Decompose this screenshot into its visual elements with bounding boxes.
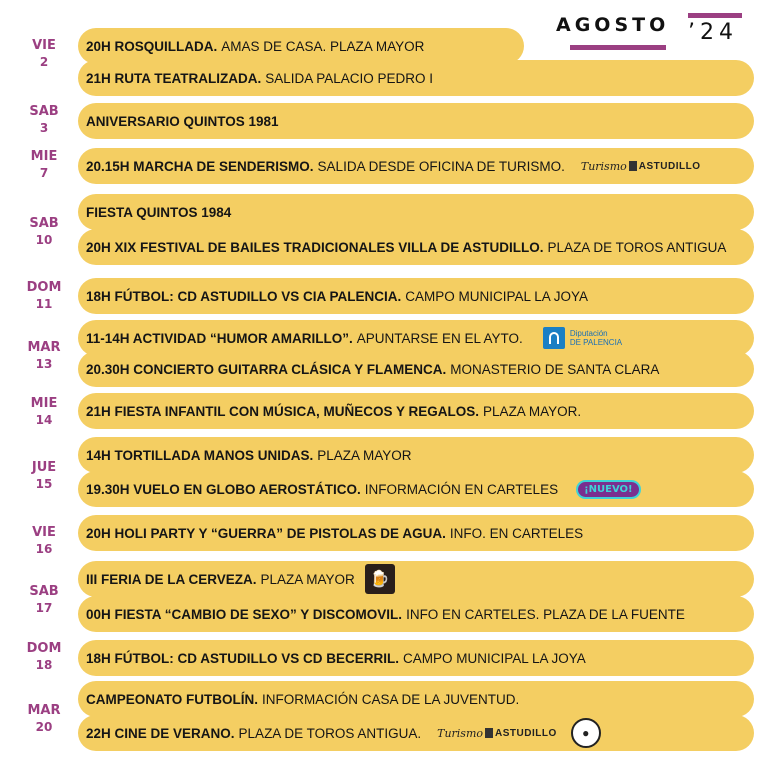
event-row: III FERIA DE LA CERVEZA. PLAZA MAYOR 🍺 [78,561,754,597]
year-label: ’24 [688,20,738,45]
diputacion-palencia-logo: Diputación DE PALENCIA [543,327,622,349]
date-label: SAB 17 [29,584,59,615]
date-label: MAR 13 [27,340,61,371]
event-row: 14H TORTILLADA MANOS UNIDAS. PLAZA MAYOR [78,437,754,473]
film-reel-icon: ● [571,718,601,748]
date-label: MAR 20 [27,703,61,734]
event-row: ANIVERSARIO QUINTOS 1981 [78,103,754,139]
date-label: MIE 14 [30,396,58,427]
date-label: VIE 16 [32,525,56,556]
diputacion-icon [543,327,565,349]
date-label: SAB 3 [29,104,59,135]
event-row: 18H FÚTBOL: CD ASTUDILLO VS CIA PALENCIA. CAMPO MUNICIPAL LA JOYA [78,278,754,314]
event-row: 20.30H CONCIERTO GUITARRA CLÁSICA Y FLAMENCA. MONASTERIO DE SANTA CLARA [78,351,754,387]
date-label: JUE 15 [31,460,57,491]
turismo-astudillo-logo: Turismo ASTUDILLO [580,159,701,173]
date-label: DOM 18 [26,641,62,672]
event-row: 21H FIESTA INFANTIL CON MÚSICA, MUÑECOS Y REGALOS. PLAZA MAYOR. [78,393,754,429]
event-row: 20H XIX FESTIVAL DE BAILES TRADICIONALES VILLA DE ASTUDILLO. PLAZA DE TOROS ANTIGUA [78,229,754,265]
year-overline [688,13,742,18]
event-row: 20H HOLI PARTY Y “GUERRA” DE PISTOLAS DE AGUA. INFO. EN CARTELES [78,515,754,551]
month-title: AGOSTO [556,14,670,36]
event-row: 19.30H VUELO EN GLOBO AEROSTÁTICO. INFORMACIÓN EN CARTELES ¡NUEVO! [78,471,754,507]
event-row: CAMPEONATO FUTBOLÍN. INFORMACIÓN CASA DE LA JUVENTUD. [78,681,754,717]
event-row: FIESTA QUINTOS 1984 [78,194,754,230]
event-row: 22H CINE DE VERANO. PLAZA DE TOROS ANTIGUA. Turismo ASTUDILLO ● [78,715,754,751]
beer-mug-icon: 🍺 [365,564,395,594]
turismo-astudillo-logo: Turismo ASTUDILLO [437,726,557,740]
castle-icon [629,161,637,171]
event-row: 11-14H ACTIVIDAD “HUMOR AMARILLO”. APUNTARSE EN EL AYTO. Diputación DE PALENCIA [78,320,754,356]
date-label: SAB 10 [29,216,59,247]
event-row: 20.15H MARCHA DE SENDERISMO. SALIDA DESDE OFICINA DE TURISMO. Turismo ASTUDILLO [78,148,754,184]
event-row: 21H RUTA TEATRALIZADA. SALIDA PALACIO PEDRO I [78,60,754,96]
date-label: VIE 2 [32,38,56,69]
date-label: MIE 7 [30,149,58,180]
nuevo-badge: ¡NUEVO! [576,480,641,499]
castle-icon [485,728,493,738]
date-label: DOM 11 [26,280,62,311]
event-row: 18H FÚTBOL: CD ASTUDILLO VS CD BECERRIL. CAMPO MUNICIPAL LA JOYA [78,640,754,676]
month-underline [570,45,666,50]
event-row: 20H ROSQUILLADA. AMAS DE CASA. PLAZA MAYOR [78,28,524,64]
event-row: 00H FIESTA “CAMBIO DE SEXO” Y DISCOMOVIL. INFO EN CARTELES. PLAZA DE LA FUENTE [78,596,754,632]
